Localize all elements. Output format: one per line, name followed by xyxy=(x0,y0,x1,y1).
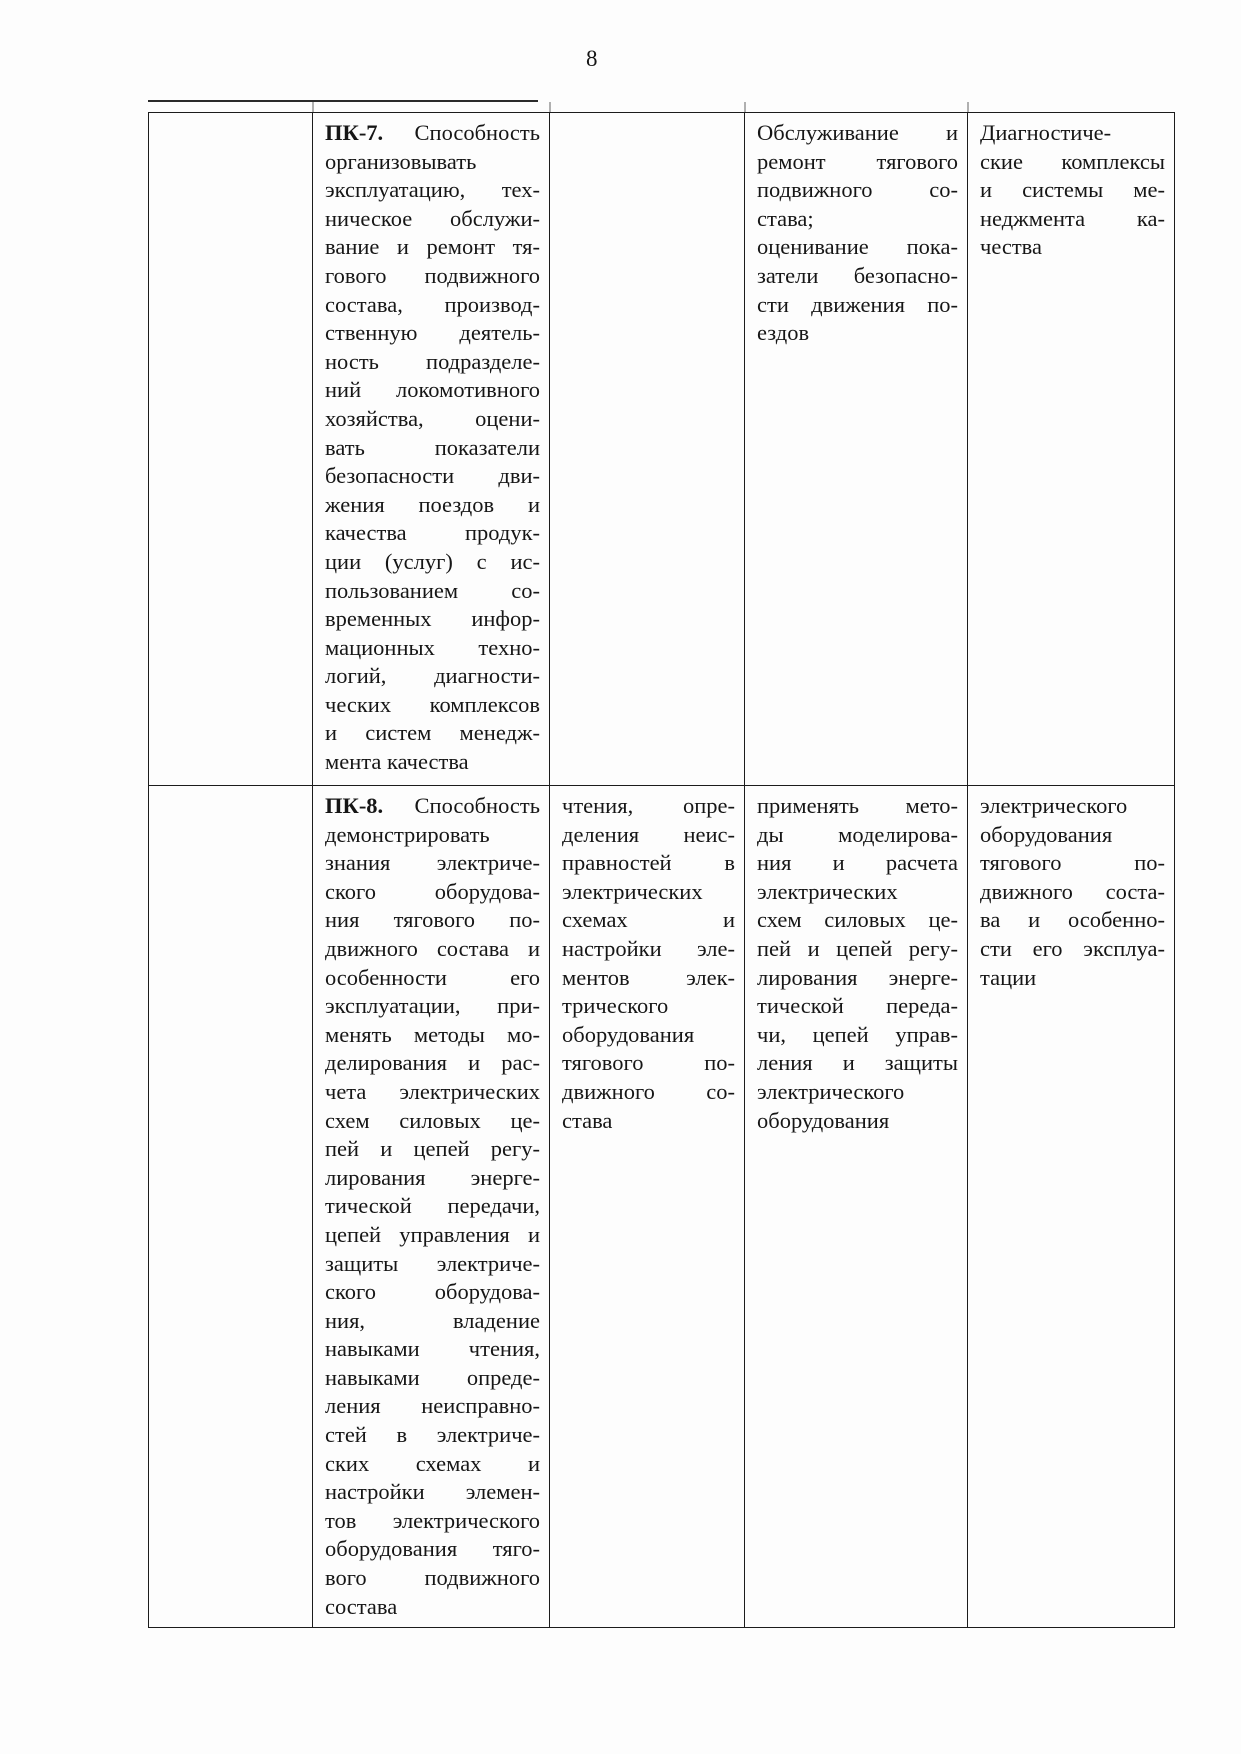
text-line: ность подразделе- xyxy=(325,348,540,374)
text-line: чи, цепей управ- xyxy=(757,1021,958,1047)
text-line: оборудования xyxy=(757,1107,890,1133)
text-line: эксплуатации, при- xyxy=(325,993,540,1019)
text-line: тической переда- xyxy=(757,993,958,1019)
text-line: ездов xyxy=(757,320,810,346)
text-line: чества xyxy=(980,234,1042,260)
text-line: настройки эле- xyxy=(562,935,735,961)
text-line: става xyxy=(562,1107,613,1133)
text-line: ва и особенно- xyxy=(980,907,1165,933)
text-line: навыками опреде- xyxy=(325,1364,540,1390)
text-line: безопасности дви- xyxy=(325,463,540,489)
table-split-artifact-line xyxy=(148,100,538,102)
text-line: хозяйства, оцени- xyxy=(325,405,540,431)
text-line: временных инфор- xyxy=(325,606,540,632)
text-line: сти его эксплуа- xyxy=(980,935,1165,961)
text-line: става; xyxy=(757,205,814,231)
table-row xyxy=(149,786,1175,1628)
text-line: знания электриче- xyxy=(325,850,540,876)
text-line: ПК-7. Способность xyxy=(325,120,540,145)
column-border-tick xyxy=(744,102,746,112)
text-line: лирования энерге- xyxy=(325,1164,540,1190)
text-line: ПК-8. Способность xyxy=(325,793,540,818)
text-line: ского оборудова- xyxy=(325,1279,540,1305)
text-line: чета электрических xyxy=(325,1078,540,1104)
text-line: ские комплексы xyxy=(980,148,1165,174)
column-border-tick xyxy=(967,102,969,112)
table-cell xyxy=(968,113,1175,786)
text-line: ремонт тягового xyxy=(757,148,958,174)
competency-code: ПК-8. xyxy=(325,793,384,818)
table-cell xyxy=(745,786,968,1628)
page-number: 8 xyxy=(586,46,598,71)
text-line: защиты электриче- xyxy=(325,1250,540,1276)
text-line: мационных техно- xyxy=(325,634,540,660)
table-cell xyxy=(745,113,968,786)
text-line: ственную деятель- xyxy=(325,320,540,346)
table-cell xyxy=(149,786,313,1628)
text-line: Обслуживание и xyxy=(757,120,958,145)
text-line: чтения, опре- xyxy=(562,793,735,818)
competency-table-body xyxy=(149,113,1175,1628)
table-cell xyxy=(550,113,745,786)
competency-table xyxy=(148,112,1175,1628)
text-line: и систем менедж- xyxy=(325,720,540,746)
column-border-tick xyxy=(312,102,314,112)
text-line: тов электрического xyxy=(325,1507,540,1533)
text-line: движного состава и xyxy=(325,935,540,961)
text-line: логий, диагности- xyxy=(325,663,540,689)
text-line: оборудования тяго- xyxy=(325,1536,540,1562)
text-line: Диагностиче- xyxy=(980,120,1112,145)
text-line: электрического xyxy=(980,793,1128,818)
text-line: ний локомотивного xyxy=(325,377,540,403)
text-line: схемах и xyxy=(562,907,735,933)
table-cell xyxy=(550,786,745,1628)
text-line: качества продук- xyxy=(325,520,540,546)
text-line: оборудования xyxy=(980,821,1113,847)
table-cell xyxy=(968,786,1175,1628)
text-line: пользованием со- xyxy=(325,577,540,603)
text-line: неджмента ка- xyxy=(980,205,1165,231)
text-line: лирования энерге- xyxy=(757,964,958,990)
text-line: затели безопасно- xyxy=(757,262,958,288)
text-line: ния и расчета xyxy=(757,850,958,876)
text-line: особенности его xyxy=(325,964,540,990)
text-line: пей и цепей регу- xyxy=(325,1136,540,1162)
text-line: эксплуатацию, тех- xyxy=(325,177,540,203)
text-line: организовывать xyxy=(325,148,477,174)
table-cell xyxy=(313,113,550,786)
text-line: сти движения по- xyxy=(757,291,958,317)
text-line: состава, производ- xyxy=(325,291,540,317)
text-line: тягового по- xyxy=(980,850,1165,876)
text-line: электрических xyxy=(562,878,703,904)
text-line: ского оборудова- xyxy=(325,878,540,904)
table-row xyxy=(149,113,1175,786)
text-line: навыками чтения, xyxy=(325,1336,540,1362)
text-line: движного соста- xyxy=(980,878,1165,904)
text-line: вание и ремонт тя- xyxy=(325,234,540,260)
text-line: движного со- xyxy=(562,1078,735,1104)
competency-code: ПК-7. xyxy=(325,120,384,145)
text-line: электрического xyxy=(757,1078,905,1104)
text-line: схем силовых це- xyxy=(325,1107,540,1133)
text-line: деления неис- xyxy=(562,821,735,847)
text-line: делирования и рас- xyxy=(325,1050,540,1076)
text-line: цепей управления и xyxy=(325,1221,540,1247)
text-line: и системы ме- xyxy=(980,177,1165,203)
text-line: оценивание пока- xyxy=(757,234,958,260)
text-line: гового подвижного xyxy=(325,262,540,288)
text-line: применять мето- xyxy=(757,793,958,818)
text-line: пей и цепей регу- xyxy=(757,935,958,961)
text-line: настройки элемен- xyxy=(325,1479,540,1505)
text-line: оборудования xyxy=(562,1021,695,1047)
text-line: менять методы мо- xyxy=(325,1021,540,1047)
text-line: стей в электриче- xyxy=(325,1422,540,1448)
text-line: ческих комплексов xyxy=(325,691,540,717)
text-line: тягового по- xyxy=(562,1050,735,1076)
text-line: состава xyxy=(325,1593,398,1619)
text-line: вого подвижного xyxy=(325,1565,540,1591)
table-cell xyxy=(149,113,313,786)
text-line: ды моделирова- xyxy=(757,821,958,847)
text-line: ления неисправно- xyxy=(325,1393,540,1419)
text-line: трического xyxy=(562,993,669,1019)
text-line: ских схемах и xyxy=(325,1450,540,1476)
text-line: демонстрировать xyxy=(325,821,490,847)
text-line: ния, владение xyxy=(325,1307,540,1333)
column-border-tick xyxy=(549,102,551,112)
text-line: ния тягового по- xyxy=(325,907,540,933)
text-line: схем силовых це- xyxy=(757,907,958,933)
text-line: жения поездов и xyxy=(325,491,540,517)
text-line: тации xyxy=(980,964,1037,990)
text-line: вать показатели xyxy=(325,434,540,460)
text-line: электрических xyxy=(757,878,898,904)
text-line: мента качества xyxy=(325,749,469,775)
text-line: ническое обслужи- xyxy=(325,205,540,231)
text-line: тической передачи, xyxy=(325,1193,540,1219)
text-line: ции (услуг) с ис- xyxy=(325,548,540,574)
text-line: правностей в xyxy=(562,850,735,876)
text-line: подвижного со- xyxy=(757,177,958,203)
text-line: ления и защиты xyxy=(757,1050,958,1076)
table-cell xyxy=(313,786,550,1628)
text-line: ментов элек- xyxy=(562,964,735,990)
